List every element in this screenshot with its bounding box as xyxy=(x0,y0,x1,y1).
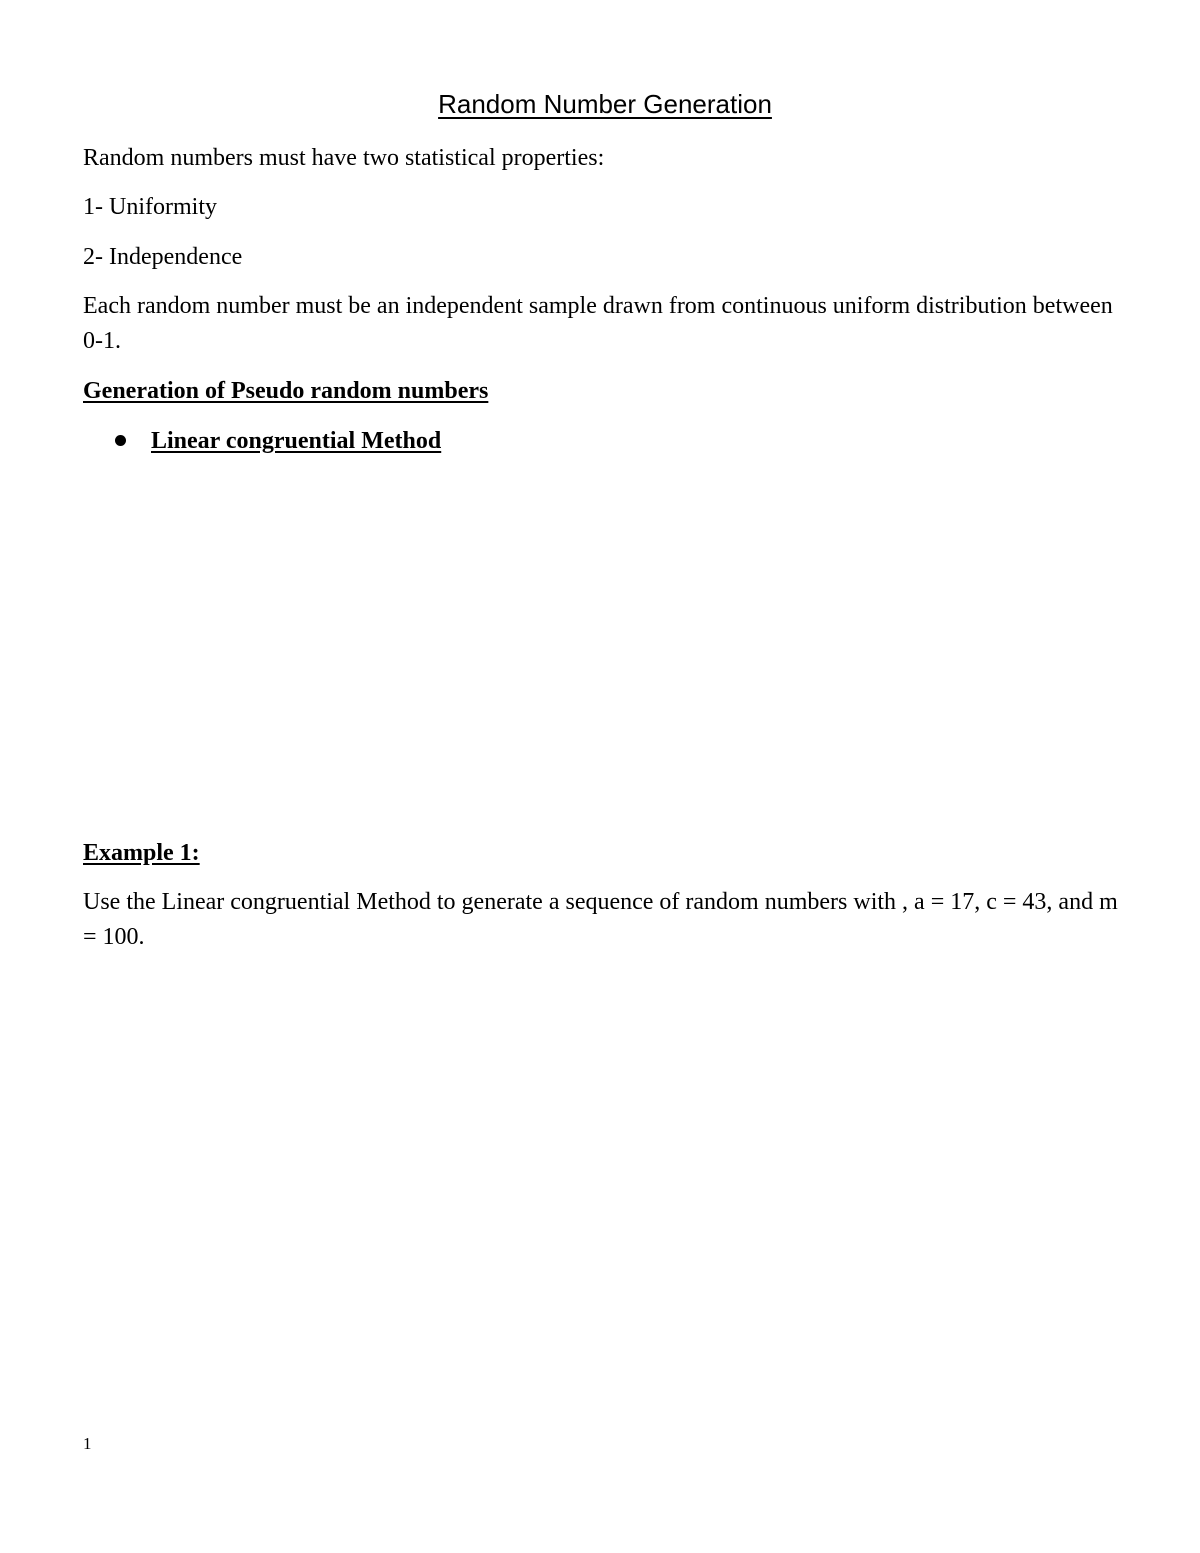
description-paragraph: Each random number must be an independent sample drawn from continuous uniform distribution between 0-1. xyxy=(83,293,1113,354)
page-number: 1 xyxy=(83,1434,92,1453)
intro-text: Random numbers must have two statistical properties: xyxy=(83,145,605,171)
property-independence: 2- Independence xyxy=(83,244,243,270)
example-heading: Example 1: xyxy=(83,840,200,866)
example-paragraph: Use the Linear congruential Method to generate a sequence of random numbers with , a = 17, c = 43, and m = 100. xyxy=(83,889,1118,950)
bullet-item-label: Linear congruential Method xyxy=(151,428,442,454)
page-title: Random Number Generation xyxy=(438,89,772,119)
bullet-dot-icon xyxy=(115,435,126,446)
bullet-list-item xyxy=(115,424,441,459)
section-heading: Generation of Pseudo random numbers xyxy=(83,378,489,404)
property-uniformity: 1- Uniformity xyxy=(83,194,217,220)
